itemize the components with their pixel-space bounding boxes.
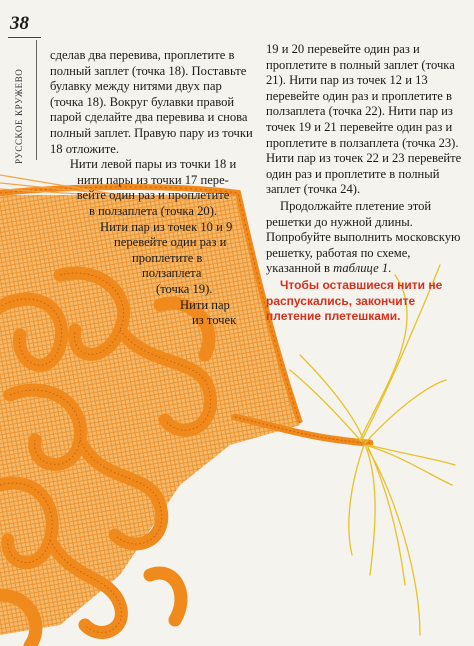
left-line: перевейте один раз и xyxy=(114,235,227,250)
left-line: проплетите в xyxy=(132,250,203,265)
left-paragraph-1: сделав два перевива, проплетите в полный заплет (точка 18). Поставьте булавку между нитями двух пар (точка 18). Вокруг булавки правой парой сделайте два перевива и снова полный заплет. Правую пару из точки 18 отложите. xyxy=(50,48,253,156)
side-rule xyxy=(36,40,37,160)
left-column-text xyxy=(50,48,256,329)
left-line: нити пары из точки 17 пере- xyxy=(77,172,229,187)
right-paragraph-1: 19 и 20 перевейте один раз и проплетите в полный заплет (точка 21). Нити пар из точек 12 и 13 перевейте один раз и проплетите в ползаплета (точка 22). Нити пар из точек 19 и 21 перевейте один раз и проплетите в ползаплета (точка 23). Нити пар из точек 22 и 23 перевейте один раз и проплетите в полный заплет (точка 24). xyxy=(266,42,462,197)
left-line: вейте один раз и проплетите xyxy=(76,188,230,203)
left-line: Нити левой пары из точки 18 и xyxy=(69,157,237,172)
left-line: в ползаплета (точка 20). xyxy=(88,203,218,218)
left-line: (точка 19). xyxy=(156,281,213,296)
right-column-text xyxy=(266,42,466,325)
left-line: из точек xyxy=(192,313,237,328)
running-head: РУССКОЕ КРУЖЕВО xyxy=(14,68,24,164)
left-line: ползаплета xyxy=(142,266,202,281)
right-paragraph-2 xyxy=(266,199,466,277)
right-paragraph-2-text: Продолжайте плетение этой решетки до нужной длины. Попробуйте выполнить московскую решетку, работая по схеме, указанной в xyxy=(266,198,461,276)
right-paragraph-2-end: . xyxy=(388,261,392,276)
left-line: Нити пар xyxy=(180,297,230,312)
red-instruction: Чтобы оставшиеся нити не распускались, закончите плетение плетешками. xyxy=(266,277,443,324)
header-rule xyxy=(8,37,41,38)
table-reference: таблице 1 xyxy=(333,261,389,276)
left-line: Нити пар из точек 10 и 9 xyxy=(100,219,233,234)
page-number: 38 xyxy=(10,13,29,34)
